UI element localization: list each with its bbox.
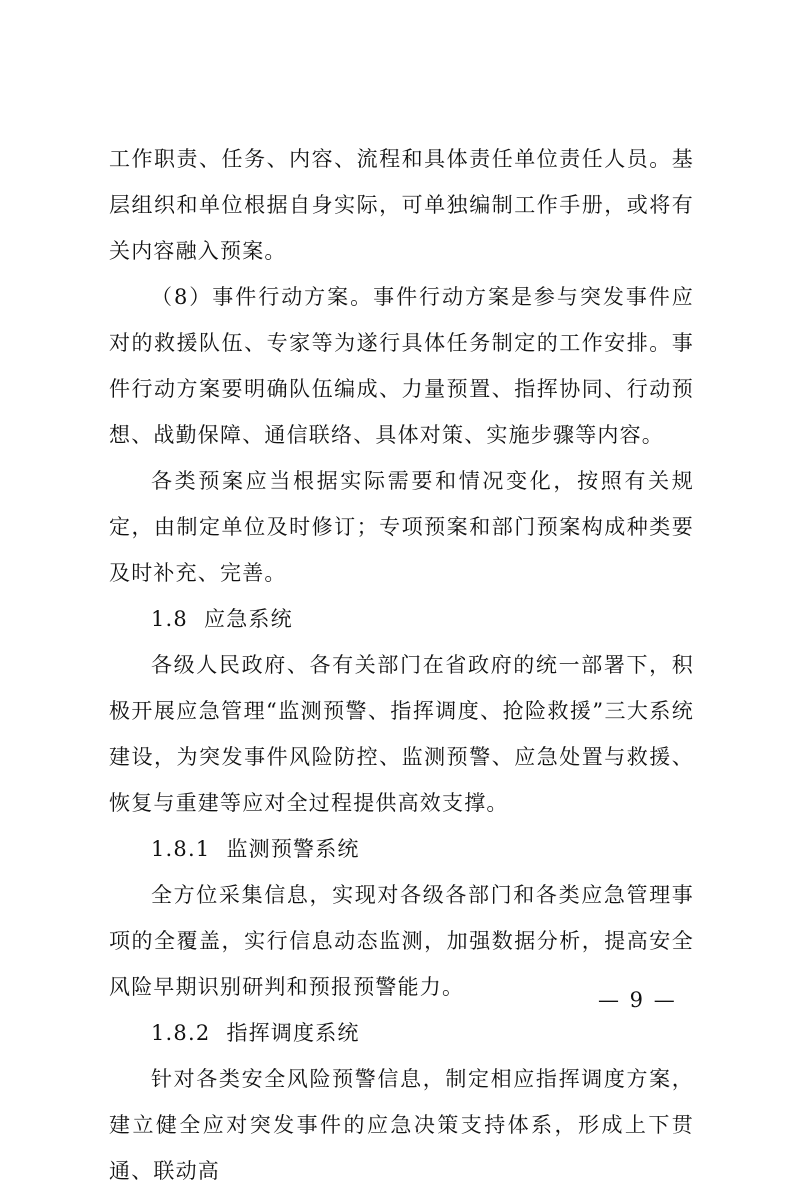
body-text [109,136,694,1194]
paragraph-continuation: 工作职责、任务、内容、流程和具体责任单位责任人员。基层组织和单位根据自身实际，可单独编制工作手册，或将有关内容融入预案。 [109,147,694,263]
section-number: 1.8.1 [151,837,211,861]
section-number: 1.8.2 [151,1021,211,1045]
section-number: 1.8 [151,607,188,631]
paragraph-command-system: 针对各类安全风险预警信息，制定相应指挥调度方案，建立健全应对突发事件的应急决策支持体系，形成上下贯通、联动高 [109,1067,694,1183]
paragraph-monitoring-system: 全方位采集信息，实现对各级各部门和各类应急管理事项的全覆盖，实行信息动态监测，加强数据分析，提高安全风险早期识别研判和预报预警能力。 [109,883,694,999]
paragraph-plan-revision: 各类预案应当根据实际需要和情况变化，按照有关规定，由制定单位及时修订；专项预案和部门预案构成种类要及时补充、完善。 [109,469,694,585]
page-number: — 9 — [598,988,677,1012]
section-title: 指挥调度系统 [226,1021,360,1045]
section-title: 监测预警系统 [226,837,360,861]
section-title: 应急系统 [204,607,293,631]
paragraph-event-action-plan: （8）事件行动方案。事件行动方案是参与突发事件应对的救援队伍、专家等为遂行具体任务制定的工作安排。事件行动方案要明确队伍编成、力量预置、指挥协同、行动预想、战勤保障、通信联络、具体对策、实施步骤等内容。 [109,285,694,447]
section-heading-1-8-2 [109,1010,694,1056]
section-heading-1-8-1 [109,826,694,872]
paragraph-emergency-system: 各级人民政府、各有关部门在省政府的统一部署下，积极开展应急管理“监测预警、指挥调度、抢险救援”三大系统建设，为突发事件风险防控、监测预警、应急处置与救援、恢复与重建等应对全过程提供高效支撑。 [109,653,694,815]
section-heading-1-8 [109,596,694,642]
